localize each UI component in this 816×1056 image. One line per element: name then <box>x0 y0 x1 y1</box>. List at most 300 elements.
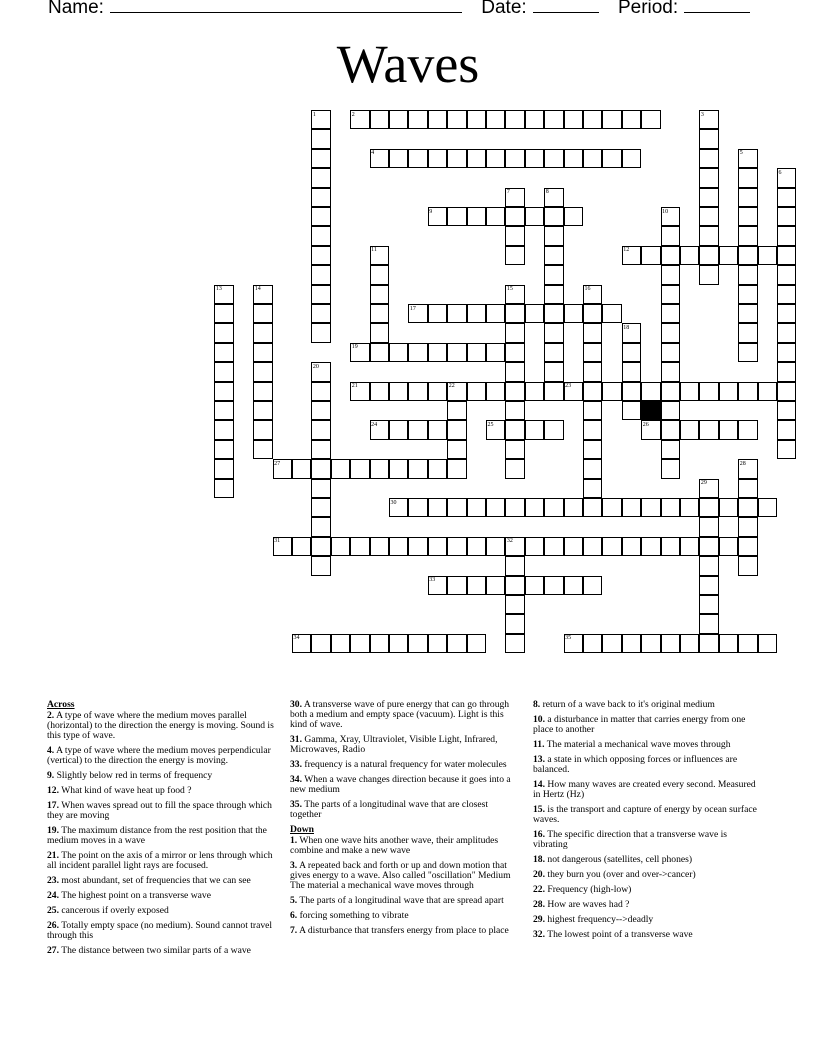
crossword-cell[interactable] <box>447 149 466 168</box>
crossword-cell[interactable] <box>758 382 777 401</box>
crossword-cell[interactable] <box>602 149 621 168</box>
crossword-cell[interactable] <box>311 265 330 284</box>
crossword-cell[interactable] <box>428 498 447 517</box>
crossword-cell[interactable] <box>370 343 389 362</box>
crossword-cell[interactable] <box>661 265 680 284</box>
crossword-cell[interactable] <box>738 479 757 498</box>
crossword-cell[interactable] <box>622 362 641 381</box>
crossword-cell[interactable] <box>738 226 757 245</box>
crossword-cell[interactable] <box>544 420 563 439</box>
crossword-cell[interactable] <box>389 420 408 439</box>
crossword-cell[interactable] <box>738 265 757 284</box>
crossword-cell[interactable] <box>311 498 330 517</box>
crossword-cell[interactable] <box>777 265 796 284</box>
crossword-cell[interactable] <box>583 362 602 381</box>
crossword-cell[interactable] <box>525 110 544 129</box>
crossword-cell[interactable] <box>564 537 583 556</box>
crossword-cell[interactable] <box>408 382 427 401</box>
crossword-cell[interactable] <box>505 498 524 517</box>
crossword-cell[interactable] <box>311 479 330 498</box>
crossword-cell[interactable] <box>738 246 757 265</box>
crossword-cell[interactable] <box>370 265 389 284</box>
crossword-cell[interactable] <box>583 459 602 478</box>
crossword-cell[interactable] <box>292 459 311 478</box>
crossword-cell[interactable] <box>428 537 447 556</box>
crossword-cell[interactable] <box>214 479 233 498</box>
crossword-cell[interactable] <box>467 304 486 323</box>
crossword-cell[interactable] <box>428 110 447 129</box>
crossword-cell[interactable] <box>661 420 680 439</box>
crossword-cell[interactable] <box>622 149 641 168</box>
crossword-cell[interactable] <box>641 382 660 401</box>
crossword-cell[interactable] <box>389 634 408 653</box>
crossword-cell[interactable] <box>602 382 621 401</box>
clue-number: 32 <box>506 538 513 545</box>
crossword-cell[interactable] <box>699 188 718 207</box>
crossword-cell[interactable] <box>777 323 796 342</box>
crossword-cell[interactable] <box>467 537 486 556</box>
crossword-cell[interactable] <box>428 343 447 362</box>
crossword-cell[interactable] <box>544 304 563 323</box>
crossword-cell[interactable] <box>311 537 330 556</box>
crossword-cell[interactable] <box>486 498 505 517</box>
clue-number: 7 <box>506 189 510 196</box>
crossword-cell[interactable] <box>661 634 680 653</box>
clue-item-number: 16. <box>533 829 545 840</box>
crossword-cell[interactable] <box>583 401 602 420</box>
crossword-cell[interactable] <box>408 343 427 362</box>
crossword-cell[interactable] <box>777 304 796 323</box>
crossword-cell[interactable] <box>350 634 369 653</box>
crossword-cell[interactable] <box>447 110 466 129</box>
crossword-cell[interactable] <box>525 304 544 323</box>
crossword-cell[interactable] <box>777 226 796 245</box>
crossword-cell[interactable] <box>486 149 505 168</box>
crossword-cell[interactable] <box>699 420 718 439</box>
crossword-cell[interactable] <box>253 440 272 459</box>
crossword-cell[interactable] <box>564 576 583 595</box>
crossword-cell[interactable] <box>311 226 330 245</box>
crossword-cell[interactable] <box>777 285 796 304</box>
crossword-cell[interactable] <box>738 517 757 536</box>
crossword-cell[interactable] <box>428 382 447 401</box>
crossword-cell[interactable] <box>467 149 486 168</box>
crossword-cell[interactable] <box>311 129 330 148</box>
crossword-cell[interactable] <box>370 459 389 478</box>
crossword-cell[interactable] <box>777 188 796 207</box>
crossword-cell[interactable] <box>622 110 641 129</box>
crossword-cell[interactable] <box>428 420 447 439</box>
crossword-cell[interactable] <box>699 207 718 226</box>
crossword-cell[interactable] <box>447 498 466 517</box>
crossword-cell[interactable] <box>777 246 796 265</box>
crossword-cell[interactable] <box>661 537 680 556</box>
crossword-cell[interactable] <box>486 207 505 226</box>
crossword-cell[interactable] <box>583 420 602 439</box>
crossword-cell[interactable] <box>505 614 524 633</box>
crossword-cell[interactable] <box>389 110 408 129</box>
crossword-cell[interactable] <box>758 246 777 265</box>
crossword-cell[interactable] <box>428 304 447 323</box>
crossword-cell[interactable] <box>331 459 350 478</box>
crossword-cell[interactable] <box>699 226 718 245</box>
crossword-cell[interactable] <box>214 323 233 342</box>
crossword-cell[interactable] <box>311 382 330 401</box>
crossword-cell[interactable] <box>583 576 602 595</box>
crossword-cell[interactable] <box>544 110 563 129</box>
crossword-cell[interactable] <box>583 149 602 168</box>
crossword-cell[interactable] <box>738 634 757 653</box>
crossword-cell[interactable] <box>525 207 544 226</box>
crossword-cell[interactable] <box>661 498 680 517</box>
crossword-cell[interactable] <box>641 537 660 556</box>
crossword-cell[interactable] <box>544 362 563 381</box>
crossword-cell[interactable] <box>602 634 621 653</box>
crossword-cell[interactable] <box>544 285 563 304</box>
crossword-cell[interactable] <box>777 420 796 439</box>
crossword-cell[interactable] <box>428 149 447 168</box>
crossword-cell[interactable] <box>758 498 777 517</box>
crossword-cell[interactable] <box>389 537 408 556</box>
clue-item-text: highest frequency-->deadly <box>545 914 654 925</box>
crossword-cell[interactable] <box>738 285 757 304</box>
crossword-cell[interactable] <box>447 401 466 420</box>
crossword-cell[interactable] <box>544 226 563 245</box>
crossword-cell[interactable] <box>544 537 563 556</box>
crossword-cell[interactable] <box>544 207 563 226</box>
crossword-cell[interactable] <box>311 556 330 575</box>
crossword-cell[interactable] <box>505 246 524 265</box>
crossword-cell[interactable] <box>311 634 330 653</box>
crossword-cell[interactable] <box>467 576 486 595</box>
crossword-cell[interactable] <box>505 362 524 381</box>
crossword-cell[interactable] <box>719 537 738 556</box>
crossword-cell[interactable] <box>447 304 466 323</box>
crossword-cell[interactable] <box>389 382 408 401</box>
crossword-cell[interactable] <box>641 498 660 517</box>
crossword-cell[interactable] <box>370 323 389 342</box>
crossword-cell[interactable] <box>602 498 621 517</box>
crossword-cell[interactable] <box>738 498 757 517</box>
crossword-cell[interactable] <box>408 459 427 478</box>
crossword-cell[interactable] <box>505 401 524 420</box>
crossword-cell[interactable] <box>467 207 486 226</box>
crossword-cell[interactable] <box>505 343 524 362</box>
crossword-cell[interactable] <box>583 382 602 401</box>
crossword-cell[interactable] <box>447 207 466 226</box>
crossword-cell[interactable] <box>505 556 524 575</box>
crossword-cell[interactable] <box>699 537 718 556</box>
crossword-cell[interactable] <box>680 537 699 556</box>
crossword-cell[interactable] <box>370 382 389 401</box>
crossword-cell[interactable] <box>544 576 563 595</box>
crossword-cell[interactable] <box>311 188 330 207</box>
crossword-cell[interactable] <box>331 634 350 653</box>
crossword-cell[interactable] <box>214 382 233 401</box>
crossword-cell[interactable] <box>544 343 563 362</box>
crossword-cell[interactable] <box>370 285 389 304</box>
crossword-cell[interactable] <box>699 246 718 265</box>
crossword-cell[interactable] <box>253 323 272 342</box>
crossword-cell[interactable] <box>447 440 466 459</box>
crossword-cell[interactable] <box>447 537 466 556</box>
crossword-cell[interactable] <box>370 110 389 129</box>
crossword-cell[interactable] <box>583 498 602 517</box>
crossword-cell[interactable] <box>583 110 602 129</box>
crossword-cell[interactable] <box>214 304 233 323</box>
crossword-cell[interactable] <box>738 304 757 323</box>
crossword-cell[interactable] <box>505 634 524 653</box>
crossword-cell[interactable] <box>505 420 524 439</box>
crossword-cell[interactable] <box>719 420 738 439</box>
crossword-cell[interactable] <box>602 304 621 323</box>
crossword-cell[interactable] <box>564 207 583 226</box>
crossword-cell[interactable] <box>661 382 680 401</box>
crossword-cell[interactable] <box>622 537 641 556</box>
crossword-cell[interactable] <box>738 323 757 342</box>
crossword-cell[interactable] <box>311 517 330 536</box>
crossword-cell[interactable] <box>311 149 330 168</box>
crossword-cell[interactable] <box>544 149 563 168</box>
crossword-cell[interactable] <box>447 343 466 362</box>
crossword-cell[interactable] <box>525 537 544 556</box>
crossword-cell[interactable] <box>564 498 583 517</box>
crossword-cell[interactable] <box>311 420 330 439</box>
crossword-cell[interactable] <box>699 149 718 168</box>
crossword-cell[interactable] <box>311 459 330 478</box>
crossword-cell[interactable] <box>253 304 272 323</box>
crossword-cell[interactable] <box>467 343 486 362</box>
date-label: Date: <box>481 0 527 18</box>
crossword-cell[interactable] <box>525 149 544 168</box>
crossword-cell[interactable] <box>680 246 699 265</box>
crossword-cell[interactable] <box>758 634 777 653</box>
crossword-cell[interactable] <box>486 576 505 595</box>
crossword-cell[interactable] <box>311 401 330 420</box>
crossword-cell[interactable] <box>311 323 330 342</box>
crossword-cell[interactable] <box>544 265 563 284</box>
crossword-cell[interactable] <box>408 537 427 556</box>
crossword-cell[interactable] <box>699 168 718 187</box>
crossword-cell[interactable] <box>486 382 505 401</box>
crossword-cell[interactable] <box>680 382 699 401</box>
crossword-cell[interactable] <box>777 440 796 459</box>
crossword-cell[interactable] <box>738 168 757 187</box>
crossword-cell[interactable] <box>622 343 641 362</box>
crossword-cell[interactable] <box>389 343 408 362</box>
crossword-cell[interactable] <box>661 362 680 381</box>
crossword-cell[interactable] <box>505 576 524 595</box>
crossword-cell[interactable] <box>467 498 486 517</box>
crossword-cell[interactable] <box>661 304 680 323</box>
clue-item-text: The parts of a longitudinal wave that are spread apart <box>297 895 504 906</box>
crossword-cell[interactable] <box>447 420 466 439</box>
crossword-cell[interactable] <box>583 304 602 323</box>
crossword-cell[interactable] <box>408 634 427 653</box>
crossword-cell[interactable] <box>777 343 796 362</box>
crossword-cell[interactable] <box>738 188 757 207</box>
crossword-cell[interactable] <box>544 323 563 342</box>
crossword-cell[interactable] <box>583 537 602 556</box>
crossword-cell[interactable] <box>214 401 233 420</box>
crossword-cell[interactable] <box>564 110 583 129</box>
crossword-cell[interactable] <box>408 420 427 439</box>
crossword-cell[interactable] <box>661 401 680 420</box>
crossword-cell[interactable] <box>661 323 680 342</box>
crossword-cell[interactable] <box>253 362 272 381</box>
crossword-cell[interactable] <box>661 285 680 304</box>
crossword-cell[interactable] <box>214 459 233 478</box>
crossword-cell[interactable] <box>738 537 757 556</box>
clue-item-text: The point on the axis of a mirror or lens through which all incident parallel light rays are focused. <box>47 850 273 871</box>
crossword-cell[interactable] <box>661 459 680 478</box>
crossword-cell[interactable] <box>311 207 330 226</box>
crossword-cell[interactable] <box>777 207 796 226</box>
crossword-cell[interactable] <box>699 382 718 401</box>
crossword-cell[interactable] <box>602 110 621 129</box>
crossword-cell[interactable] <box>699 595 718 614</box>
crossword-cell[interactable] <box>292 537 311 556</box>
crossword-cell[interactable] <box>544 246 563 265</box>
crossword-cell[interactable] <box>525 576 544 595</box>
crossword-cell[interactable] <box>699 265 718 284</box>
crossword-cell[interactable] <box>467 634 486 653</box>
crossword-cell[interactable] <box>486 110 505 129</box>
crossword-cell[interactable] <box>408 498 427 517</box>
clue-item-number: 34. <box>290 774 302 785</box>
crossword-cell[interactable] <box>583 440 602 459</box>
crossword-cell[interactable] <box>680 634 699 653</box>
crossword-cell[interactable] <box>544 498 563 517</box>
crossword-cell[interactable] <box>505 226 524 245</box>
crossword-cell[interactable] <box>311 304 330 323</box>
crossword-cell[interactable] <box>370 634 389 653</box>
crossword-cell[interactable] <box>699 498 718 517</box>
crossword-cell[interactable] <box>467 110 486 129</box>
crossword-cell[interactable] <box>738 382 757 401</box>
crossword-cell[interactable] <box>253 401 272 420</box>
crossword-cell[interactable] <box>214 343 233 362</box>
crossword-cell[interactable] <box>719 634 738 653</box>
crossword-cell[interactable] <box>583 479 602 498</box>
crossword-cell[interactable] <box>738 556 757 575</box>
crossword-cell[interactable] <box>253 420 272 439</box>
crossword-cell[interactable] <box>370 537 389 556</box>
crossword-cell[interactable] <box>525 382 544 401</box>
crossword-cell[interactable] <box>738 207 757 226</box>
crossword-cell[interactable] <box>525 498 544 517</box>
crossword-cell[interactable] <box>389 459 408 478</box>
crossword-cell[interactable] <box>719 498 738 517</box>
crossword-cell[interactable] <box>311 285 330 304</box>
crossword-cell[interactable] <box>311 246 330 265</box>
crossword-cell[interactable] <box>447 576 466 595</box>
crossword-cell[interactable] <box>214 440 233 459</box>
crossword-cell[interactable] <box>622 401 641 420</box>
crossword-cell[interactable] <box>331 537 350 556</box>
crossword-cell[interactable] <box>641 110 660 129</box>
crossword-cell[interactable] <box>699 634 718 653</box>
crossword-cell[interactable] <box>486 343 505 362</box>
crossword-cell[interactable] <box>602 537 621 556</box>
crossword-cell[interactable] <box>370 304 389 323</box>
crossword-cell[interactable] <box>777 382 796 401</box>
clue-item <box>533 740 763 750</box>
crossword-cell[interactable] <box>622 634 641 653</box>
crossword-cell[interactable] <box>564 304 583 323</box>
crossword-cell[interactable] <box>777 362 796 381</box>
crossword-cell[interactable] <box>661 343 680 362</box>
crossword-cell[interactable] <box>311 168 330 187</box>
crossword-cell[interactable] <box>719 382 738 401</box>
crossword-cell[interactable] <box>738 420 757 439</box>
crossword-cell[interactable] <box>214 362 233 381</box>
crossword-cell[interactable] <box>505 595 524 614</box>
crossword-cell[interactable] <box>622 382 641 401</box>
crossword-cell[interactable] <box>699 556 718 575</box>
crossword-cell[interactable] <box>661 246 680 265</box>
crossword-cell[interactable] <box>699 614 718 633</box>
crossword-cell[interactable] <box>505 149 524 168</box>
crossword-cell[interactable] <box>544 382 563 401</box>
crossword-cell[interactable] <box>564 149 583 168</box>
crossword-cell[interactable] <box>583 634 602 653</box>
crossword-cell[interactable] <box>447 634 466 653</box>
crossword-cell[interactable] <box>408 110 427 129</box>
crossword-cell[interactable] <box>253 382 272 401</box>
crossword-cell[interactable] <box>350 459 369 478</box>
crossword-cell[interactable] <box>428 459 447 478</box>
crossword-cell[interactable] <box>505 304 524 323</box>
crossword-cell[interactable] <box>699 129 718 148</box>
crossword-cell[interactable] <box>661 226 680 245</box>
crossword-cell[interactable] <box>583 323 602 342</box>
crossword-cell[interactable] <box>505 440 524 459</box>
crossword-cell[interactable] <box>525 420 544 439</box>
crossword-cell[interactable] <box>505 110 524 129</box>
crossword-cell[interactable] <box>680 498 699 517</box>
crossword-cell[interactable] <box>777 401 796 420</box>
crossword-cell[interactable] <box>505 459 524 478</box>
crossword-cell[interactable] <box>583 343 602 362</box>
crossword-cell[interactable] <box>699 576 718 595</box>
crossword-cell[interactable] <box>641 246 660 265</box>
crossword-cell[interactable] <box>505 382 524 401</box>
crossword-cell[interactable] <box>428 634 447 653</box>
crossword-cell[interactable] <box>486 304 505 323</box>
crossword-cell[interactable] <box>738 343 757 362</box>
clue-item <box>47 801 275 821</box>
crossword-cell[interactable] <box>661 440 680 459</box>
crossword-cell[interactable] <box>680 420 699 439</box>
crossword-cell[interactable] <box>486 537 505 556</box>
crossword-cell[interactable] <box>622 498 641 517</box>
crossword-cell[interactable] <box>699 517 718 536</box>
crossword-cell[interactable] <box>253 343 272 362</box>
crossword-cell[interactable] <box>389 149 408 168</box>
crossword-cell[interactable] <box>447 459 466 478</box>
crossword-cell[interactable] <box>214 420 233 439</box>
crossword-cell[interactable] <box>719 246 738 265</box>
crossword-cell[interactable] <box>350 537 369 556</box>
crossword-cell[interactable] <box>505 323 524 342</box>
crossword-cell[interactable] <box>408 149 427 168</box>
crossword-cell[interactable] <box>311 440 330 459</box>
clue-item-text: The material a mechanical wave moves through <box>544 739 731 750</box>
crossword-cell[interactable] <box>467 382 486 401</box>
crossword-cell[interactable] <box>641 634 660 653</box>
crossword-cell[interactable] <box>505 207 524 226</box>
